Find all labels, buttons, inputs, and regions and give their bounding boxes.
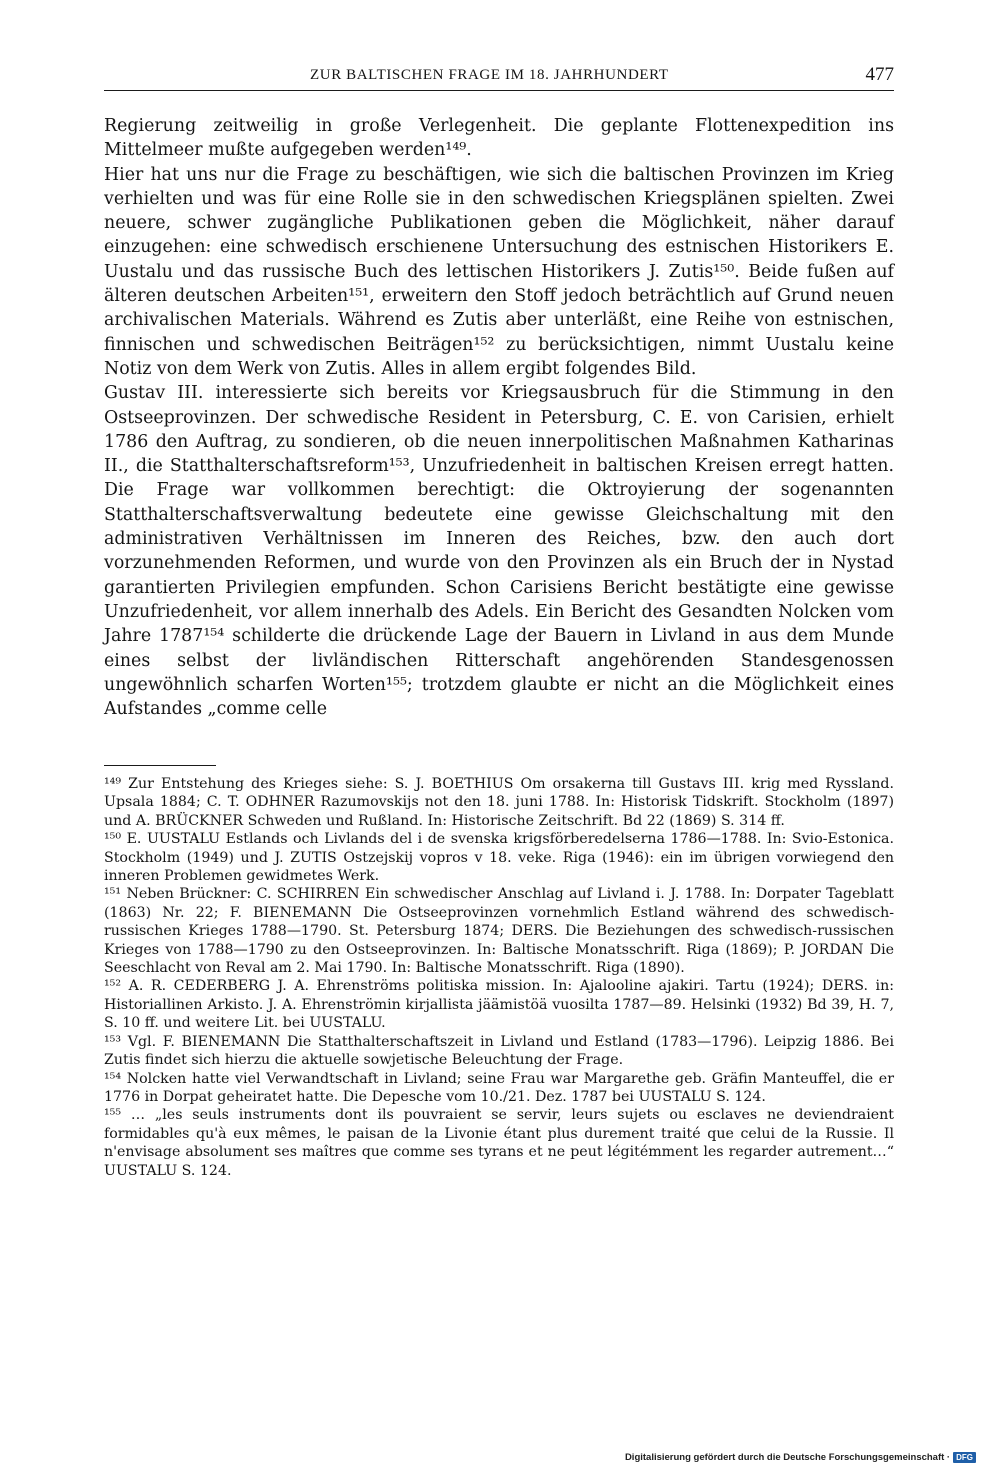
footnote-155: ¹⁵⁵ … „les seuls instruments dont ils pouvraient se servir, leurs sujets ou esclaves ne deviendraient formidables qu'à eux mêmes, le paisan de la Livonie étant plus durement traité que celui de la Russie. Il n'envisage absolument ses maîtres que comme ses tyrans et ne peut légitémment les regarder autrement…“ UUSTALU S. 124. <box>104 1107 894 1179</box>
body-paragraph: Hier hat uns nur die Frage zu beschäftigen, wie sich die baltischen Provinzen im Krieg verhielten und was für eine Rolle sie in den schwedischen Kriegsplänen spielten. Zwei neuere, schwer zugängliche Publikationen geben die Möglichkeit, näher darauf einzugehen: eine schwedisch erschienene Untersuchung des estnischen Historikers E. Uustalu und das russische Buch des lettischen Historikers J. Zutis¹⁵⁰. Beide fußen auf älteren deutschen Arbeiten¹⁵¹, erweitern den Stoff jedoch beträchtlich auf Grund neuen archivalischen Materials. Während es Zutis aber unterläßt, eine Reihe von estnischen, finnischen und schwedischen Beiträgen¹⁵² zu berücksichtigen, nimmt Uustalu keine Notiz von dem Werk von Zutis. Alles in allem ergibt folgendes Bild. <box>104 164 894 379</box>
dfg-logo: DFG <box>953 1452 976 1463</box>
footnote-151: ¹⁵¹ Neben Brückner: C. SCHIRREN Ein schwedischer Anschlag auf Livland i. J. 1788. In: Dorpater Tageblatt (1863) Nr. 22; F. BIENEMANN Die Ostseeprovinzen vornehmlich Estland während des schwedisch-russischen Krieges 1788—1790. St. Petersburg 1874; DERS. Die Beziehungen des schwedisch-russischen Krieges von 1788—1790 zu den Ostseeprovinzen. In: Baltische Monatsschrift. Riga (1869); P. JORDAN Die Seeschlacht von Reval am 2. Mai 1790. In: Baltische Monatsschrift. Riga (1890). <box>104 886 894 977</box>
funding-notice <box>625 1452 976 1463</box>
running-title: ZUR BALTISCHEN FRAGE IM 18. JAHRHUNDERT <box>310 67 669 83</box>
footnote-154: ¹⁵⁴ Nolcken hatte viel Verwandtschaft in Livland; seine Frau war Margarethe geb. Gräfin Manteuffel, die er 1776 in Dorpat geheiratet hatte. Die Depesche vom 10./21. Dez. 1787 bei UUSTALU S. 124. <box>104 1070 894 1105</box>
footnote-149: ¹⁴⁹ Zur Entstehung des Krieges siehe: S. J. BOETHIUS Om orsakerna till Gustavs III. krig med Ryssland. Upsala 1884; C. T. ODHNER Razumovskijs not den 18. juni 1788. In: Historisk Tidskrift. Stockholm (1897) und A. BRÜCKNER Schweden und Rußland. In: Historische Zeitschrift. Bd 22 (1869) S. 314 ff. <box>104 776 894 829</box>
funding-text: Digitalisierung gefördert durch die Deutsche Forschungsgemeinschaft · <box>624 1452 951 1463</box>
footnote-152: ¹⁵² A. R. CEDERBERG J. A. Ehrenströms politiska mission. In: Ajalooline ajakiri. Tartu (1924); DERS. in: Historiallinen Arkisto. J. A. Ehrenströmin kirjallista jäämistöä vuosilta 1787—89. Helsinki (1932) Bd 39, H. 7, S. 10 ff. und weitere Lit. bei UUSTALU. <box>104 978 894 1032</box>
main-text <box>104 114 894 721</box>
footnotes <box>104 775 894 1180</box>
page-number: 477 <box>865 64 894 85</box>
footnote-separator <box>104 765 216 766</box>
footnote-150: ¹⁵⁰ E. UUSTALU Estlands och Livlands del i de svenska krigsförberedelserna 1786—1788. In: Svio-Estonica. Stockholm (1949) und J. ZUTIS Ostzejskij vopros v 18. veke. Riga (1946): ein im übrigen vorwiegend den inneren Problemen gewidmetes Werk. <box>104 831 894 885</box>
body-paragraph: Gustav III. interessierte sich bereits vor Kriegsausbruch für die Stimmung in den Ostseeprovinzen. Der schwedische Resident in Petersburg, C. E. von Carisien, erhielt 1786 den Auftrag, zu sondieren, ob die neuen innerpolitischen Maßnahmen Katharinas II., die Statthalterschaftsreform¹⁵³, Unzufriedenheit in baltischen Kreisen erregt hatten. Die Frage war vollkommen berechtigt: die Oktroyierung der sogenannten Statthalterschaftsverwaltung bedeutete eine gewisse Gleichschaltung mit den administrativen Verhältnissen im Inneren des Reiches, bzw. den auch dort vorzunehmenden Reformen, und wurde von den Provinzen als ein Bruch der in Nystad garantierten Privilegien empfunden. Schon Carisiens Bericht bestätigte eine gewisse Unzufriedenheit, vor allem innerhalb des Adels. Ein Bericht des Gesandten Nolcken vom Jahre 1787¹⁵⁴ schilderte die drückende Lage der Bauern in Livland in aus dem Munde eines selbst der livländischen Ritterschaft angehörenden Standesgenossen ungewöhnlich scharfen Worten¹⁵⁵; trotzdem glaubte er nicht an die Möglichkeit eines Aufstandes „comme celle <box>104 383 894 720</box>
running-header <box>104 64 894 91</box>
body-paragraph: Regierung zeitweilig in große Verlegenheit. Die geplante Flottenexpedition ins Mittelmeer mußte aufgegeben werden¹⁴⁹. <box>104 116 894 161</box>
footnote-153: ¹⁵³ Vgl. F. BIENEMANN Die Statthalterschaftszeit in Livland und Estland (1783—1796). Leipzig 1886. Bei Zutis findet sich hierzu die aktuelle sowjetische Beleuchtung der Frage. <box>104 1033 894 1069</box>
